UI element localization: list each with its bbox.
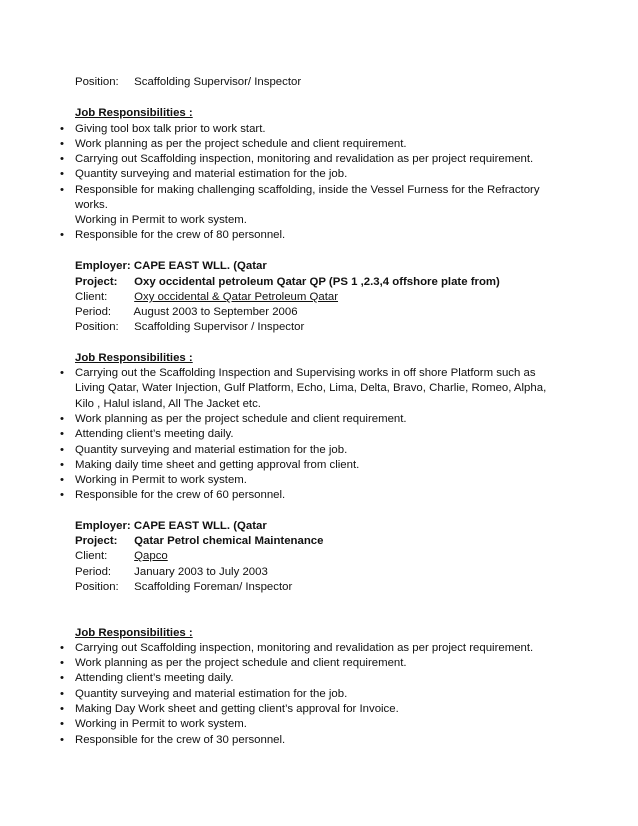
bullet-icon: • [60,444,64,456]
period-label: Period: [75,566,112,578]
list-item: • Responsible for the crew of 80 personnel. [60,228,285,243]
list-item: • Quantity surveying and material estimation for the job. [60,443,347,458]
bullet-icon: • [60,489,64,501]
list-item: • Work planning as per the project schedule and client requirement. [60,412,407,427]
position-value: Scaffolding Foreman/ Inspector [134,581,293,593]
project-value: Oxy occidental petroleum Qatar QP (PS 1 ,2.3,4 offshore plate from) [134,276,500,288]
job-responsibilities-heading: Job Responsibilities : [75,352,193,364]
bullet-icon: • [60,153,64,165]
position-line [75,320,304,335]
position-label: Position: [75,76,119,88]
bullet-icon: • [60,168,64,180]
list-item: • Carrying out Scaffolding inspection, monitoring and revalidation as per project requirement. [60,152,533,167]
period-value: August 2003 to September 2006 [133,306,298,318]
client-line [75,549,168,564]
client-label: Client: [75,291,108,303]
list-item-continuation: Working in Permit to work system. [75,214,247,226]
bullet-icon: • [60,657,64,669]
client-line [75,290,338,305]
period-value: January 2003 to July 2003 [134,566,268,578]
project-line [75,534,323,549]
list-item: • Quantity surveying and material estimation for the job. [60,687,347,702]
client-value: Oxy occidental & Qatar Petroleum Qatar [134,291,339,303]
bullet-icon: • [60,672,64,684]
bullet-icon: • [60,138,64,150]
project-line [75,275,500,290]
job-responsibilities-heading: Job Responsibilities : [75,107,193,119]
bullet-icon: • [60,703,64,715]
bullet-icon: • [60,123,64,135]
period-line [75,565,268,580]
bullet-icon: • [60,428,64,440]
position-line [75,580,292,595]
list-item: • Quantity surveying and material estimation for the job. [60,167,347,182]
period-label: Period: [75,306,112,318]
employer-line: Employer: CAPE EAST WLL. (Qatar [75,260,267,272]
bullet-icon: • [60,184,64,196]
project-value: Qatar Petrol chemical Maintenance [134,535,324,547]
employer-line: Employer: CAPE EAST WLL. (Qatar [75,520,267,532]
bullet-icon: • [60,688,64,700]
position-label: Position: [75,581,119,593]
project-label: Project: [75,535,118,547]
period-line [75,305,298,320]
list-item-continuation: Kilo , Halul island, All The Jacket etc. [75,398,261,410]
position-value: Scaffolding Supervisor/ Inspector [134,76,302,88]
bullet-icon: • [60,459,64,471]
list-item-continuation: Living Qatar, Water Injection, Gulf Platform, Echo, Lima, Delta, Bravo, Charlie, Romeo, Alpha, [75,382,547,394]
bullet-icon: • [60,718,64,730]
list-item: • Working in Permit to work system. [60,717,247,732]
position-line [75,75,301,90]
list-item: • Responsible for the crew of 60 personnel. [60,488,285,503]
bullet-icon: • [60,367,64,379]
list-item: • Attending client’s meeting daily. [60,671,234,686]
job-responsibilities-heading: Job Responsibilities : [75,627,193,639]
list-item: • Work planning as per the project schedule and client requirement. [60,137,407,152]
list-item: • Responsible for making challenging scaffolding, inside the Vessel Furness for the Refractory [60,183,540,198]
project-label: Project: [75,276,118,288]
list-item-continuation: works. [75,199,108,211]
client-value: Qapco [134,550,168,562]
list-item: • Giving tool box talk prior to work start. [60,122,266,137]
bullet-icon: • [60,642,64,654]
list-item: • Working in Permit to work system. [60,473,247,488]
client-label: Client: [75,550,108,562]
position-value: Scaffolding Supervisor / Inspector [134,321,305,333]
bullet-icon: • [60,413,64,425]
position-label: Position: [75,321,119,333]
bullet-icon: • [60,474,64,486]
list-item: • Making daily time sheet and getting approval from client. [60,458,359,473]
list-item: • Attending client’s meeting daily. [60,427,234,442]
bullet-icon: • [60,229,64,241]
list-item: • Carrying out Scaffolding inspection, monitoring and revalidation as per project requirement. [60,641,533,656]
list-item: • Responsible for the crew of 30 personnel. [60,733,285,748]
list-item: • Work planning as per the project schedule and client requirement. [60,656,407,671]
bullet-icon: • [60,734,64,746]
list-item: • Carrying out the Scaffolding Inspection and Supervising works in off shore Platform such as [60,366,536,381]
list-item: • Making Day Work sheet and getting client’s approval for Invoice. [60,702,399,717]
